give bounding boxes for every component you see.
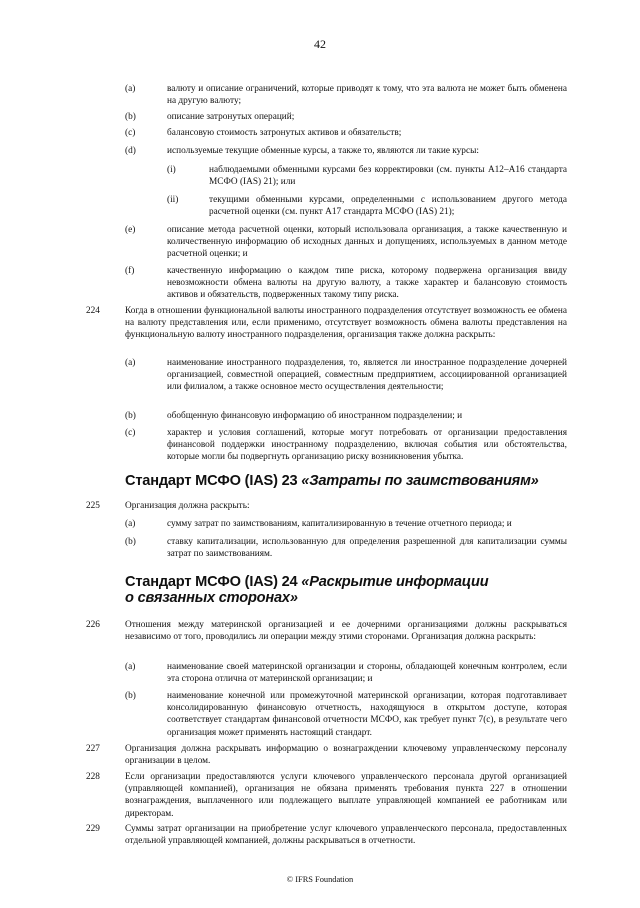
heading-title-line2: о связанных сторонах» (125, 590, 298, 606)
item-text: наименование иностранного подразделения, то, является ли иностранное подразделение дочерней организацией, совместной операцией, совместным предприятием, ассоциированной организацией или филиалом, а также основное место осуществления деятельности; (167, 358, 567, 393)
item-label: (a) (125, 84, 136, 94)
item-text: описание метода расчетной оценки, который использовала организация, а также качественную и количественную информацию об исходных данных и допущениях, используемых в данном методе расчетной оценки; и (167, 225, 567, 260)
item-label: (b) (125, 411, 136, 421)
item-text: используемые текущие обменные курсы, а также то, являются ли такие курсы: (167, 146, 479, 156)
item-label: (f) (125, 266, 135, 276)
item-text: ставку капитализации, использованную для определения разрешенной для капитализации суммы затрат по заимствованиям. (167, 537, 567, 560)
subitem-label: (i) (167, 165, 176, 175)
heading-prefix: Стандарт МСФО (IAS) 24 (125, 574, 302, 590)
subitem-text: наблюдаемыми обменными курсами без корректировки (см. пункты A12–A16 стандарта МСФО (IAS) 21); или (209, 165, 567, 188)
item-text: качественную информацию о каждом типе риска, которому подвержена организация ввиду невозможности обмена валюты на другую валюту, а также характер и балансовую стоимость активов и обязательств, подверженных такому типу риска. (167, 266, 567, 301)
page-number: 42 (314, 37, 326, 51)
section-heading-ias24 (125, 574, 575, 606)
paragraph-text: Когда в отношении функциональной валюты иностранного подразделения отсутствует возможность ее обмена на валюту представления или, если применимо, отсутствует возможность обмена валюты представления на функциональную валюту иностранного подразделения, организация также должна раскрыть: (125, 306, 567, 341)
section-heading-ias23 (125, 473, 575, 489)
paragraph-text: Организация должна раскрывать информацию о вознаграждении ключевому управленческому персоналу организации в целом. (125, 744, 567, 767)
item-text: валюту и описание ограничений, которые приводят к тому, что эта валюта не может быть обменена на другую валюту; (167, 84, 567, 107)
item-text: описание затронутых операций; (167, 112, 295, 122)
paragraph-text: Отношения между материнской организацией и ее дочерними организациями должны раскрываться независимо от того, проводились ли операции между этими сторонами. Организация должна раскрыть: (125, 620, 567, 643)
item-text: сумму затрат по заимствованиям, капитализированную в течение отчетного периода; и (167, 519, 512, 529)
item-text: балансовую стоимость затронутых активов и обязательств; (167, 128, 402, 138)
item-text: наименование конечной или промежуточной материнской организации, которая подготавливает консолидированную финансовую отчетность, находящуюся в открытом доступе, которая соответствует стандартам финансовой отчетности МСФО, как требует пункт 7(c), в результате чего организация может применять настоящий стандарт. (167, 691, 567, 738)
subitem-label: (ii) (167, 195, 179, 205)
footer-copyright: © IFRS Foundation (286, 875, 354, 884)
paragraph-text: Организация должна раскрыть: (125, 501, 250, 511)
heading-prefix: Стандарт МСФО (IAS) 23 (125, 473, 302, 489)
paragraph-number: 228 (86, 772, 100, 782)
item-text: характер и условия соглашений, которые могут потребовать от организации предоставления финансовой поддержки иностранному подразделению, включая события или обстоятельства, которые могли бы подвергнуть организацию риску возникновения убытка. (167, 428, 567, 463)
item-label: (b) (125, 691, 136, 701)
item-label: (e) (125, 225, 136, 235)
item-label: (c) (125, 128, 136, 138)
paragraph-number: 225 (86, 501, 100, 511)
item-label: (a) (125, 662, 136, 672)
item-label: (d) (125, 146, 136, 156)
item-label: (c) (125, 428, 136, 438)
heading-title-line1: «Раскрытие информации (301, 574, 489, 590)
paragraph-number: 226 (86, 620, 100, 630)
paragraph-text: Суммы затрат организации на приобретение услуг ключевого управленческого персонала, предоставленных отдельной управляющей компанией, должны раскрываться в отчетности. (125, 824, 567, 847)
item-label: (b) (125, 112, 136, 122)
paragraph-text: Если организации предоставляются услуги ключевого управленческого персонала другой организацией (управляющей компанией), организация не обязана применять требования пункта 227 в отношении вознаграждения, выплаченного или подлежащего выплате управляющей компанией ее работникам или директорам. (125, 772, 567, 819)
paragraph-number: 227 (86, 744, 100, 754)
item-label: (a) (125, 358, 136, 368)
paragraph-number: 224 (86, 306, 100, 316)
item-label: (a) (125, 519, 136, 529)
paragraph-number: 229 (86, 824, 100, 834)
item-text: наименование своей материнской организации и стороны, обладающей конечным контролем, если эта сторона отлична от материнской организации; и (167, 662, 567, 685)
item-text: обобщенную финансовую информацию об иностранном подразделении; и (167, 411, 463, 421)
item-label: (b) (125, 537, 136, 547)
subitem-text: текущими обменными курсами, определенными с использованием другого метода расчетной оценки (см. пункт A17 стандарта МСФО (IAS) 21); (209, 195, 567, 218)
heading-title: «Затраты по заимствованиям» (301, 473, 539, 489)
